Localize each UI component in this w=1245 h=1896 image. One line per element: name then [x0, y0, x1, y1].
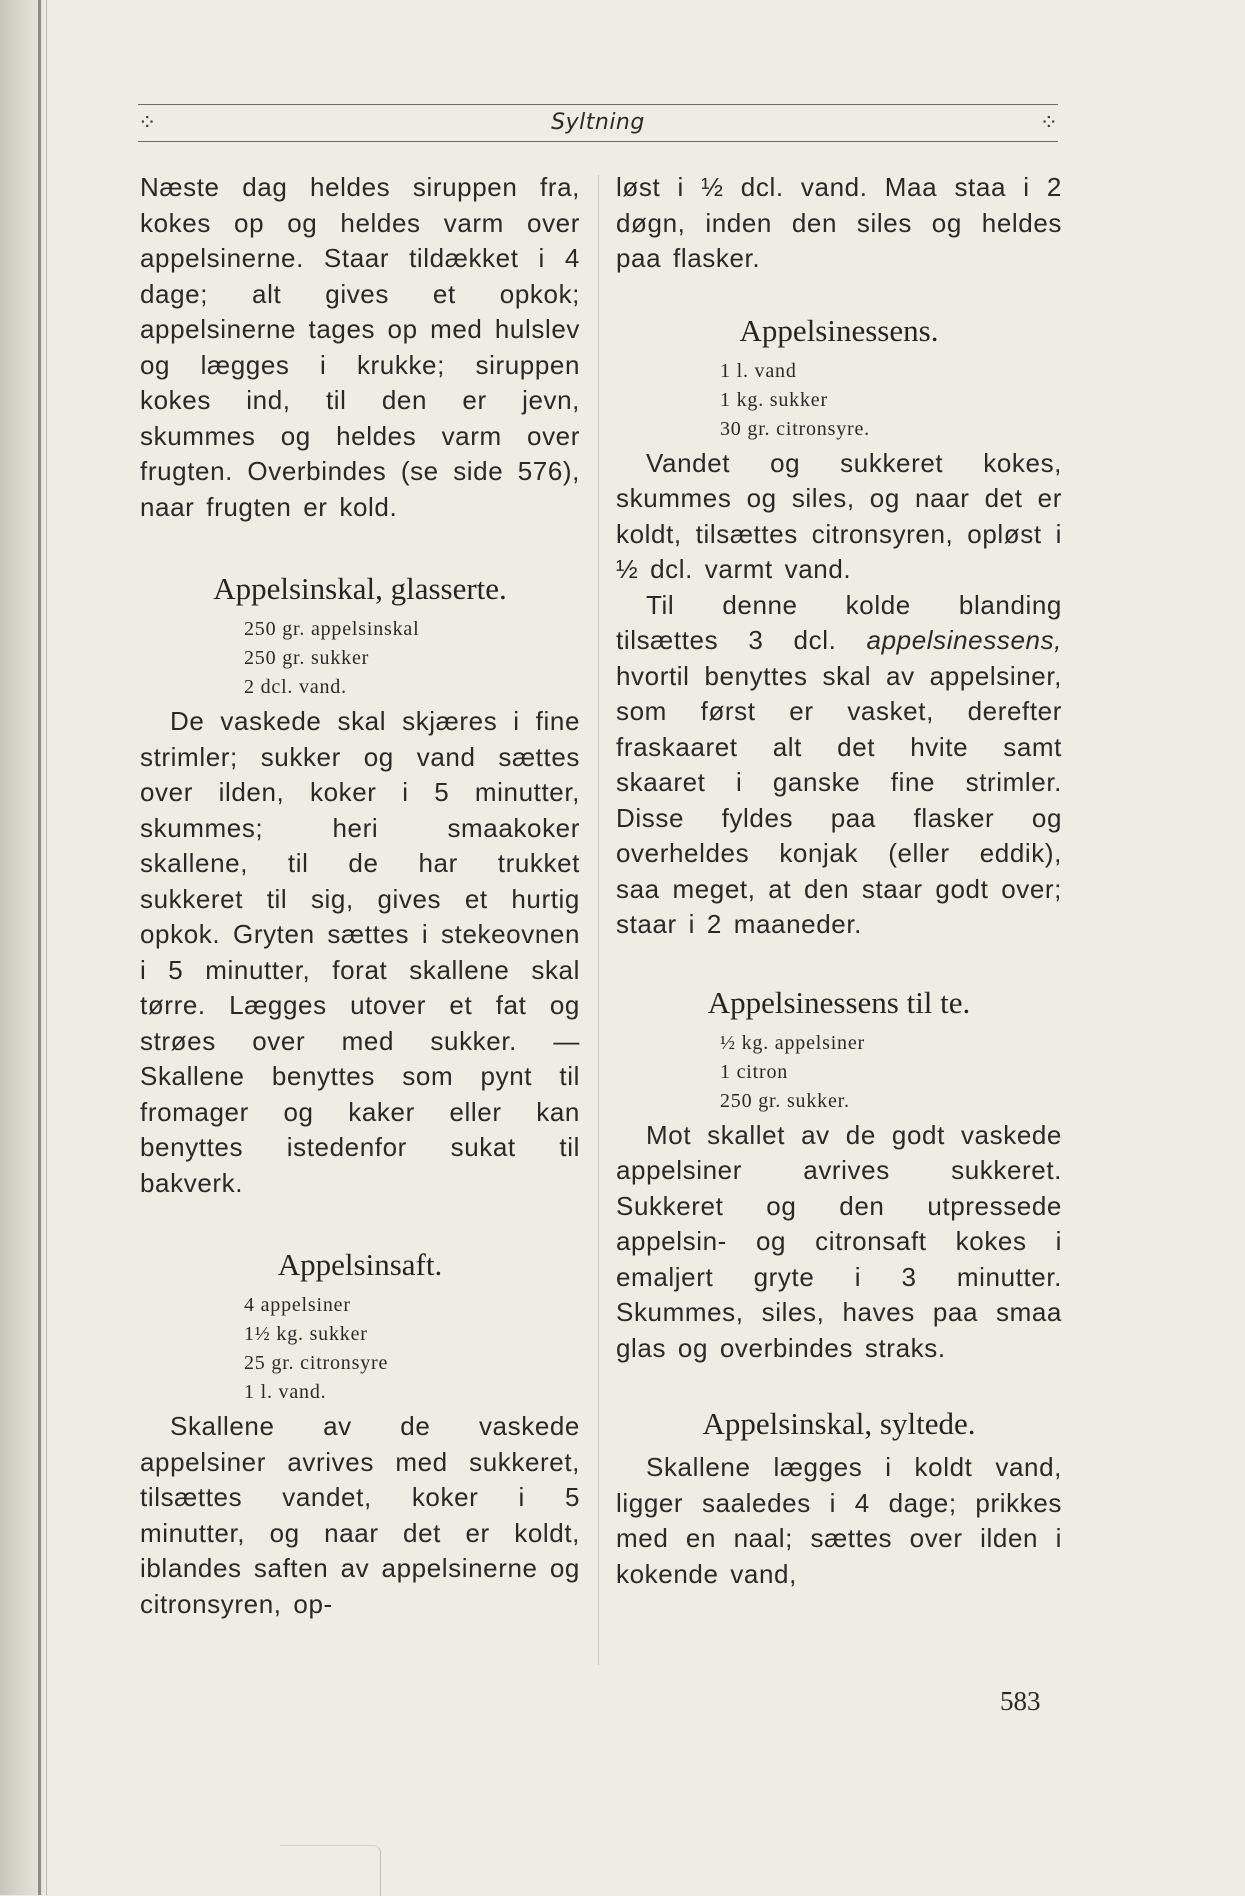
recipe-instructions: Skallene lægges i koldt vand, ligger saaledes i 4 dage; prikkes med en naal; sættes over ilden i kokende vand, [616, 1452, 1062, 1589]
spine-inner-line [46, 0, 47, 1895]
page-number: 583 [1000, 1686, 1041, 1716]
ingredient-line: 250 gr. sukker. [720, 1089, 850, 1112]
recipe-instructions: Vandet og sukkeret kokes, skummes og siles, og naar det er koldt, tilsættes citronsyren, opløst i ½ dcl. varmt vand. [616, 447, 1062, 584]
header-rule-top [138, 104, 1058, 105]
ingredient-list [140, 1291, 580, 1407]
recipe-title-appelsinsaft: Appelsinsaft. [277, 1247, 443, 1282]
italic-term: appelsinessens, [866, 625, 1062, 655]
running-title: Syltning [551, 110, 645, 135]
text-segment: hvortil benyttes skal av appelsiner, som først er vasket, derefter fraskaaret alt det hvite samt skaaret i ganske fine strimler. Disse fyldes paa flasker og overheldes konjak (eller eddik), saa meget, at den staar godt over; staar i 2 maaneder. [616, 660, 1062, 939]
ornament-left-icon: ⁘ [138, 110, 157, 135]
ingredient-line: 1 l. vand [720, 359, 797, 382]
ingredient-line: 25 gr. citronsyre [244, 1352, 389, 1374]
running-header [138, 108, 1058, 138]
recipe-instructions-continued [616, 588, 1062, 943]
ingredient-line: 2 dcl. vand. [244, 676, 347, 698]
ingredient-line: 1 l. vand. [244, 1381, 327, 1403]
ingredient-line: 30 gr. citronsyre. [720, 417, 870, 440]
recipe-title-appelsinskal-syltede: Appelsinskal, syltede. [702, 1406, 976, 1441]
ingredient-line: 4 appelsiner [244, 1294, 351, 1316]
intro-paragraph: Næste dag heldes siruppen fra, kokes op og heldes varm over appelsinerne. Staar tildækket i 4 dage; alt gives et opkok; appelsinerne tages op med hulslev og lægges i krukke; siruppen kokes ind, til den er jevn, skummes og heldes varm over frugten. Overbindes (se side 576), naar frugten er kold. [140, 172, 580, 522]
recipe-title-appelsinessens-til-te: Appelsinessens til te. [707, 984, 971, 1020]
ingredient-line: 250 gr. sukker [244, 647, 370, 669]
recipe-instructions: Mot skallet av de godt vaskede appelsiner avrives sukkeret. Sukkeret og den utpressede appelsin- og citronsaft kokes i emaljert gryte i 3 minutter. Skummes, siles, haves paa smaa glas og overbindes straks. [616, 1119, 1062, 1363]
page-tab-mark [280, 1845, 381, 1896]
recipe-title-appelsinskal-glasserte: Appelsinskal, glasserte. [213, 571, 507, 606]
column-divider [598, 175, 599, 1665]
ingredient-line: ½ kg. appelsiner [720, 1031, 865, 1054]
continuation-paragraph: løst i ½ dcl. vand. Maa staa i 2 døgn, inden den siles og heldes paa flasker. [616, 172, 1062, 273]
recipe-instructions: De vaskede skal skjæres i fine strimler; sukker og vand sættes over ilden, koker i 5 minutter, skummes; heri smaakoker skallene, til de har trukket sukkeret til sig, gives et hurtig opkok. Gryten sættes i stekeovnen i 5 minutter, forat skallene skal tørre. Lægges utover et fat og strøes over med sukker. — Skallene benyttes som pynt til fromager og kaker eller kan benyttes istedenfor sukat til bakverk. [140, 706, 580, 1198]
ingredient-list [616, 1029, 1062, 1116]
recipe-instructions: Skallene av de vaskede appelsiner avrives med sukkeret, tilsættes vandet, koker i 5 minutter, og naar det er koldt, iblandes saften av appelsinerne og citronsyren, op- [140, 1411, 580, 1619]
right-column [616, 170, 1062, 1592]
ingredient-line: 1½ kg. sukker [244, 1323, 368, 1345]
ingredient-line: 1 kg. sukker [720, 388, 828, 411]
ingredient-line: 250 gr. appelsinskal [244, 618, 420, 640]
spine-edge-line [38, 0, 41, 1895]
ingredient-line: 1 citron [720, 1060, 789, 1083]
text-segment: Til denne kolde blanding tilsættes 3 dcl. [616, 589, 1062, 655]
recipe-title-appelsinessens: Appelsinessens. [739, 312, 939, 348]
ingredient-list [616, 357, 1062, 444]
left-column [140, 170, 580, 1622]
ornament-right-icon: ⁘ [1039, 110, 1058, 135]
header-rule-bottom [138, 141, 1058, 142]
ingredient-list [140, 615, 580, 702]
